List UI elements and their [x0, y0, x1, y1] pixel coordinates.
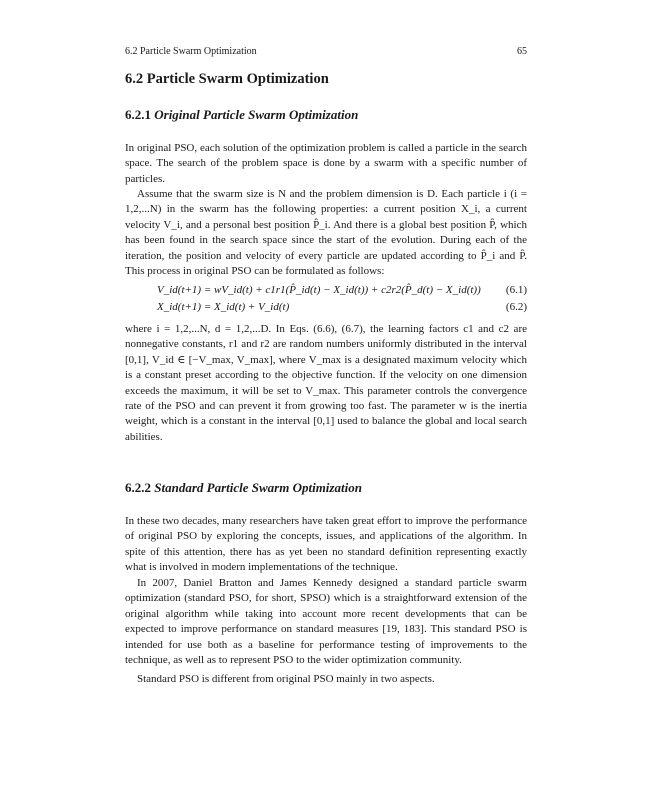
subsection-number: 6.2.2 — [125, 480, 151, 495]
equation-6-2: X_id(t+1) = X_id(t) + V_id(t) — [157, 301, 290, 313]
paragraph-research-overview: In these two decades, many researchers have taken great effort to improve the performance of original PSO by exploring the concepts, issues, and applications of the algorithm. In spite of this attention, there has as yet been no standard definition representing exactly what is involved in modern implementations of the technique. — [125, 515, 527, 574]
paragraph-swarm-properties: Assume that the swarm size is N and the problem dimension is D. Each particle i (i = 1,2,...N) in the swarm has the following properties: a current position X_i, a current velocity V_i, and a personal best position P̂_i. And there is a global best position P̂, which has been found in the search space since the start of the evolution. During each of the iteration, the position and velocity of every particle are updated according to P̂_i and P̂. This process in original PSO can be formulated as follows: — [125, 188, 527, 278]
subsection-number: 6.2.1 — [125, 107, 151, 122]
equation-number: (6.1) — [505, 284, 527, 296]
subsection-heading-6-2-1 — [125, 107, 358, 123]
running-title: 6.2 Particle Swarm Optimization — [125, 46, 257, 57]
subsection-title: Original Particle Swarm Optimization — [154, 107, 359, 122]
equation-number: (6.2) — [505, 301, 527, 313]
paragraph-differences: Standard PSO is different from original PSO mainly in two aspects. — [137, 673, 435, 685]
equation-row — [125, 299, 527, 316]
subsection-heading-6-2-2 — [125, 480, 362, 496]
subsection-title: Standard Particle Swarm Optimization — [154, 480, 362, 495]
paragraph-intro-pso: In original PSO, each solution of the optimization problem is called a particle in the search space. The search of the problem space is done by a swarm with a specific number of particles. — [125, 142, 527, 185]
paragraph-standard-pso-history: In 2007, Daniel Bratton and James Kennedy designed a standard particle swarm optimization (standard PSO, for short, SPSO) which is a straightforward extension of the original algorithm while taking into account more recent developments that can be expected to improve performance on standard measures [19, 183]. This standard PSO is intended for use both as a baseline for performance testing of improvements to the technique, as well as to represent PSO to the wider optimization community. — [125, 577, 527, 667]
page-number: 65 — [517, 46, 527, 57]
section-heading: 6.2 Particle Swarm Optimization — [125, 71, 329, 87]
equation-row — [125, 282, 527, 299]
paragraph-parameter-description: where i = 1,2,...N, d = 1,2,...D. In Eqs. (6.6), (6.7), the learning factors c1 and c2 are nonnegative constants, r1 and r2 are random numbers uniformly distributed in the interval [0,1], V_id ∈ [−V_max, V_max], where V_max is a designated maximum velocity which is a constant preset according to the objective function. If the velocity on one dimension exceeds the maximum, it will be set to V_max. This parameter controls the convergence rate of the PSO and can prevent it from growing too fast. The parameter w is the inertia weight, which is a constant in the interval [0,1] used to balance the global and local search abilities. — [125, 323, 527, 443]
equation-6-1: V_id(t+1) = wV_id(t) + c1r1(P̂_id(t) − X_id(t)) + c2r2(P̂_d(t) − X_id(t)) — [157, 284, 481, 296]
equation-block — [125, 282, 527, 316]
